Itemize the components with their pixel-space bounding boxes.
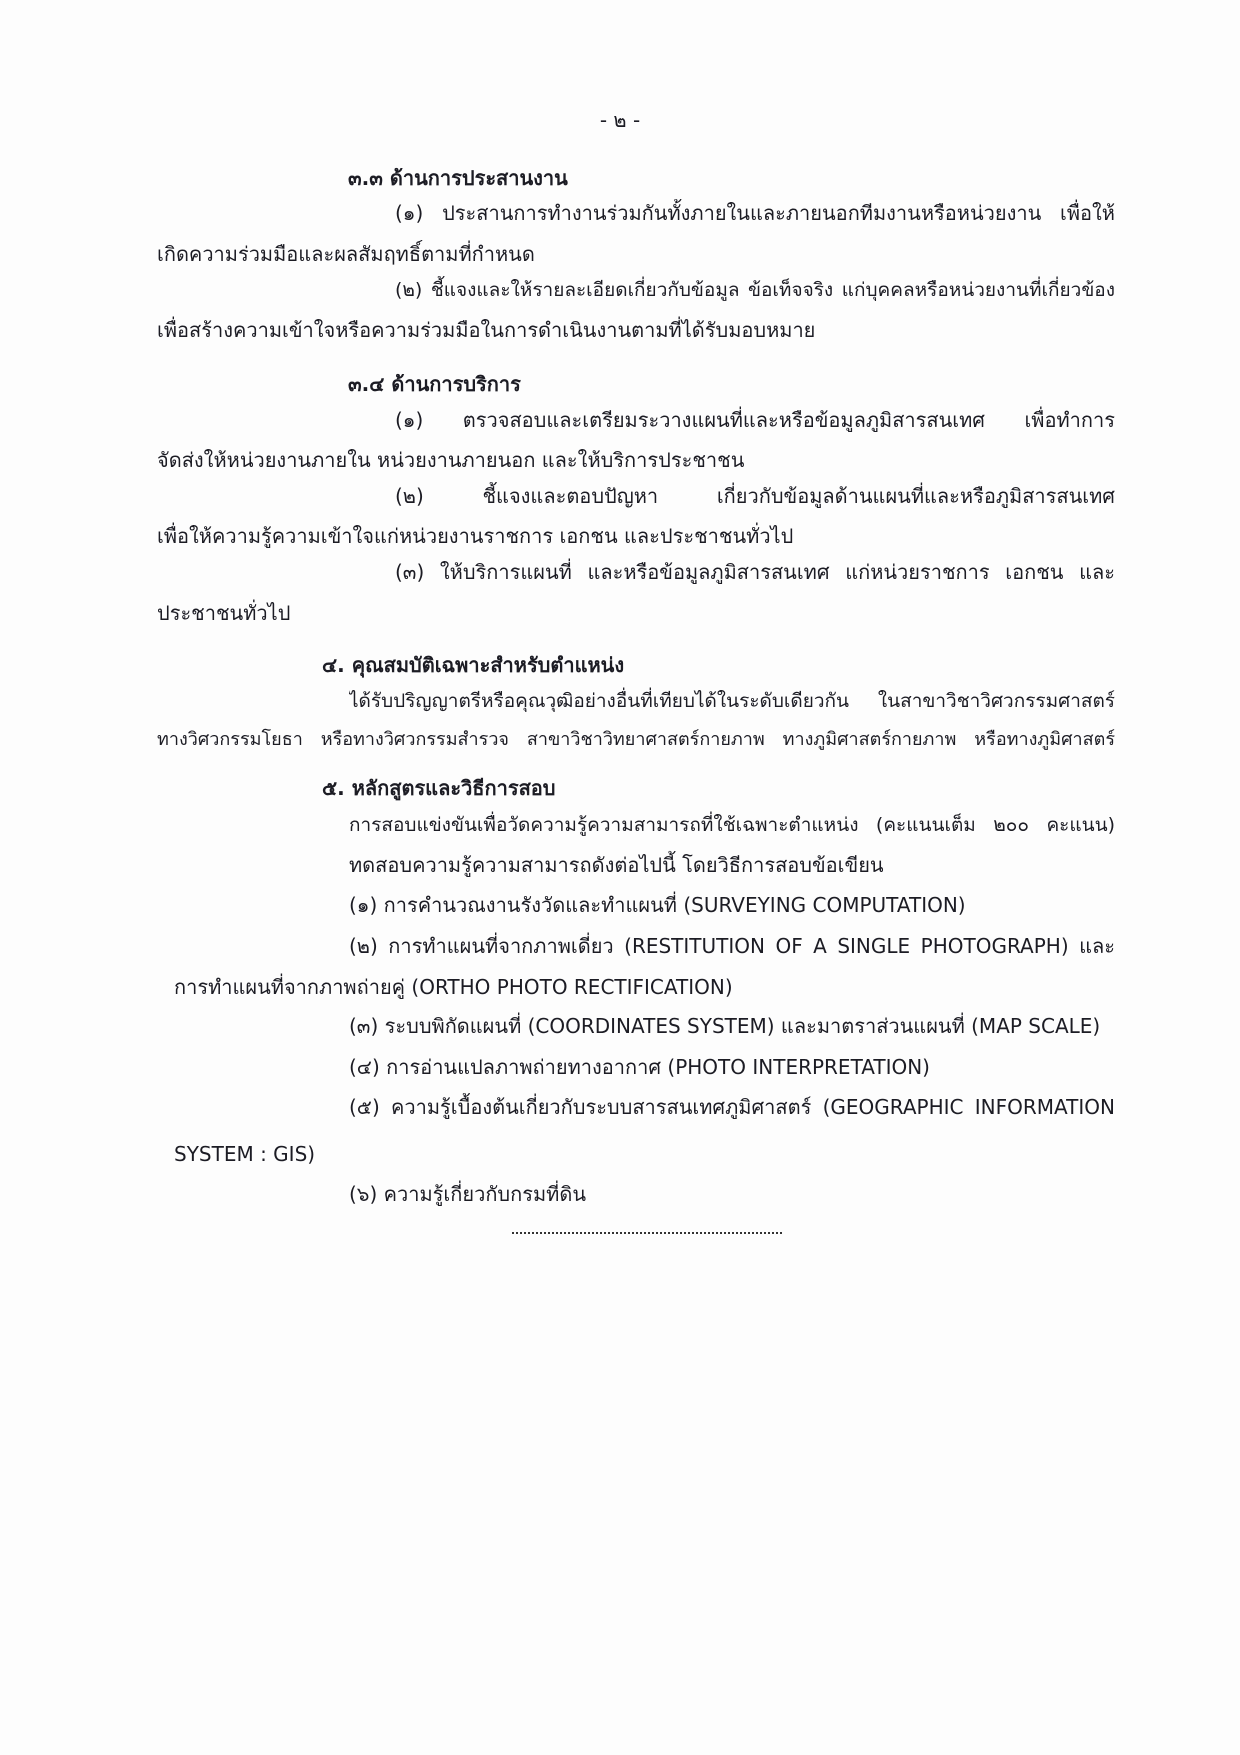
section-4-line2: ทางวิศวกรรมโยธา หรือทางวิศวกรรมสำรวจ สาขาวิชาวิทยาศาสตร์กายภาพ ทางภูมิศาสตร์กายภาพ หรือทางภูมิศาสตร์ [157,729,1115,750]
section-3-4-item1-line1: (๑) ตรวจสอบและเตรียมระวางแผนที่และหรือข้อมูลภูมิสารสนเทศ เพื่อทำการ [395,408,1115,432]
section-5-item2-line1: (๒) การทำแผนที่จากภาพเดี่ยว (RESTITUTION OF A SINGLE PHOTOGRAPH) และ [349,934,1115,958]
section-3-3-item2-line2: เพื่อสร้างความเข้าใจหรือความร่วมมือในการดำเนินงานตามที่ได้รับมอบหมาย [157,318,816,342]
section-3-3-heading: ๓.๓ ด้านการประสานงาน [348,166,568,190]
section-3-3-item1-line1: (๑) ประสานการทำงานร่วมกันทั้งภายในและภายนอกทีมงานหรือหน่วยงาน เพื่อให้ [395,201,1115,225]
section-5-heading: ๕. หลักสูตรและวิธีการสอบ [322,776,556,800]
section-5-item3: (๓) ระบบพิกัดแผนที่ (COORDINATES SYSTEM) และมาตราส่วนแผนที่ (MAP SCALE) [349,1014,1101,1038]
section-4-heading: ๔. คุณสมบัติเฉพาะสำหรับตำแหน่ง [322,653,625,677]
page-number: - ๒ - [599,108,641,132]
section-4-line1: ได้รับปริญญาตรีหรือคุณวุฒิอย่างอื่นที่เทียบได้ในระดับเดียวกัน ในสาขาวิชาวิศวกรรมศาสตร์ [349,690,1115,712]
section-3-3-item2-line1: (๒) ชี้แจงและให้รายละเอียดเกี่ยวกับข้อมูล ข้อเท็จจริง แก่บุคคลหรือหน่วยงานที่เกี่ยวข้อง [395,279,1115,301]
section-3-4-heading: ๓.๔ ด้านการบริการ [348,372,521,396]
section-5-intro-line2: ทดสอบความรู้ความสามารถดังต่อไปนี้ โดยวิธีการสอบข้อเขียน [349,853,884,877]
section-3-3-item1-line2: เกิดความร่วมมือและผลสัมฤทธิ์ตามที่กำหนด [157,242,535,266]
section-5-item6: (๖) ความรู้เกี่ยวกับกรมที่ดิน [349,1182,587,1206]
section-3-4-item1-line2: จัดส่งให้หน่วยงานภายใน หน่วยงานภายนอก และให้บริการประชาชน [157,448,745,472]
section-5-intro-line1: การสอบแข่งขันเพื่อวัดความรู้ความสามารถที่ใช้เฉพาะตำแหน่ง (คะแนนเต็ม ๒๐๐ คะแนน) [349,814,1115,836]
section-5-item1: (๑) การคำนวณงานรังวัดและทำแผนที่ (SURVEYING COMPUTATION) [349,893,966,917]
section-3-4-item2-line1: (๒) ชี้แจงและตอบปัญหา เกี่ยวกับข้อมูลด้านแผนที่และหรือภูมิสารสนเทศ [395,484,1115,508]
section-5-item4: (๔) การอ่านแปลภาพถ่ายทางอากาศ (PHOTO INTERPRETATION) [349,1055,930,1079]
section-3-4-item2-line2: เพื่อให้ความรู้ความเข้าใจแก่หน่วยงานราชการ เอกชน และประชาชนทั่วไป [157,524,794,548]
section-3-4-item3-line2: ประชาชนทั่วไป [157,601,291,625]
section-5-item5-line2: SYSTEM : GIS) [174,1142,316,1166]
section-5-item2-line2: การทำแผนที่จากภาพถ่ายคู่ (ORTHO PHOTO RECTIFICATION) [174,975,733,999]
end-dotted-line [512,1222,782,1234]
section-3-4-item3-line1: (๓) ให้บริการแผนที่ และหรือข้อมูลภูมิสารสนเทศ แก่หน่วยราชการ เอกชน และ [395,560,1115,584]
section-5-item5-line1: (๕) ความรู้เบื้องต้นเกี่ยวกับระบบสารสนเทศภูมิศาสตร์ (GEOGRAPHIC INFORMATION [349,1095,1115,1119]
